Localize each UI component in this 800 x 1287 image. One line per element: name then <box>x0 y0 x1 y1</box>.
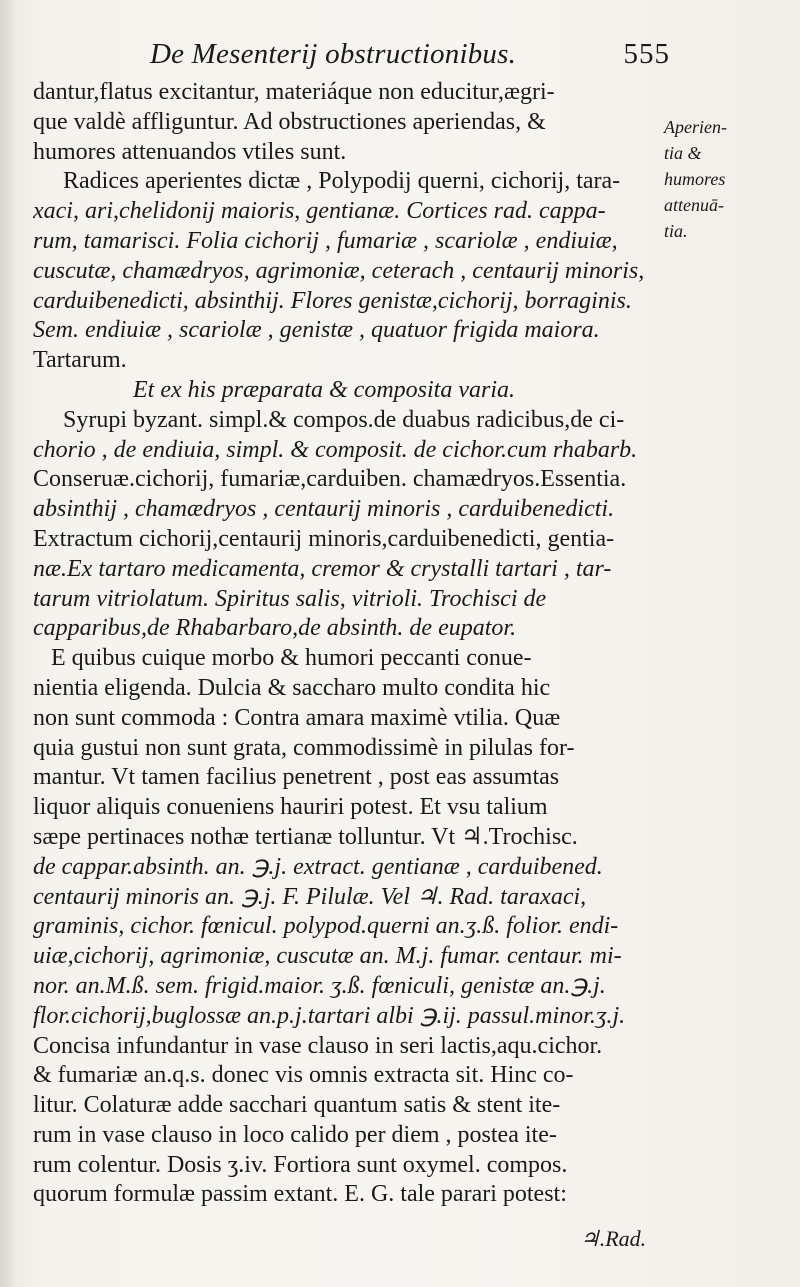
text-line: litur. Colaturæ adde sacchari quantum satis & stent ite- <box>33 1092 561 1119</box>
margin-note <box>664 114 794 244</box>
text-line: Radices aperientes dictæ , Polypodij querni, cichorij, tara- <box>63 168 621 195</box>
text-line: sæpe pertinaces nothæ tertianæ tolluntur. Vt ♃.Trochisc. <box>33 823 578 850</box>
text-line: absinthij , chamædryos , centaurij minoris , carduibenedicti. <box>33 496 615 523</box>
text-line: Et ex his præparata & composita varia. <box>133 376 515 403</box>
text-line: nientia eligenda. Dulcia & saccharo multo condita hic <box>33 674 551 701</box>
margin-note-line: attenuā- <box>664 195 724 215</box>
text-line: de cappar.absinth. an. ℈.j. extract. gentianæ , carduibened. <box>33 853 603 880</box>
margin-note-line: Aperien- <box>664 117 727 137</box>
margin-note-line: humores <box>664 169 726 189</box>
margin-note-line: tia & <box>664 143 702 163</box>
text-line: Syrupi byzant. simpl.& compos.de duabus radicibus,de ci- <box>63 406 625 433</box>
text-line: Tartarum. <box>33 347 127 374</box>
text-line: Conseruæ.cichorij, fumariæ,carduiben. chamædryos.Essentia. <box>33 466 627 493</box>
page-number: 555 <box>623 38 670 70</box>
text-line: næ.Ex tartaro medicamenta, cremor & crystalli tartari , tar- <box>33 555 612 582</box>
text-line: humores attenuandos vtiles sunt. <box>33 138 347 165</box>
text-line: uiæ,cichorij, agrimoniæ, cuscutæ an. M.j. fumar. centaur. mi- <box>33 943 622 970</box>
text-line: quorum formulæ passim extant. E. G. tale parari potest: <box>33 1181 567 1208</box>
text-line: xaci, ari,chelidonij maioris, gentianæ. Cortices rad. cappa- <box>33 198 606 225</box>
text-line: Concisa infundantur in vase clauso in seri lactis,aqu.cichor. <box>33 1032 603 1059</box>
text-line: carduibenedicti, absinthij. Flores genistæ,cichorij, borraginis. <box>33 287 632 314</box>
text-line: Extractum cichorij,centaurij minoris,carduibenedicti, gentia- <box>33 525 615 552</box>
text-line: tarum vitriolatum. Spiritus salis, vitrioli. Trochisci de <box>33 585 547 612</box>
catchword: ♃.Rad. <box>580 1226 647 1251</box>
text-line: que valdè affliguntur. Ad obstructiones aperiendas, & <box>33 108 546 135</box>
text-line: graminis, cichor. fœnicul. polypod.querni an.ʒ.ß. folior. endi- <box>33 913 619 940</box>
text-line: rum colentur. Dosis ʒ.iv. Fortiora sunt oxymel. compos. <box>33 1151 568 1178</box>
margin-note-line: tia. <box>664 221 688 241</box>
running-header <box>150 38 670 78</box>
text-line: & fumariæ an.q.s. donec vis omnis extracta sit. Hinc co- <box>33 1062 574 1089</box>
text-line: cuscutæ, chamædryos, agrimoniæ, ceterach , centaurij minoris, <box>33 257 645 284</box>
text-line: capparibus,de Rhabarbaro,de absinth. de eupator. <box>33 615 517 642</box>
text-line: rum in vase clauso in loco calido per diem , postea ite- <box>33 1121 557 1148</box>
running-title: De Mesenterij obstructionibus. <box>150 38 517 70</box>
text-line: E quibus cuique morbo & humori peccanti conue- <box>51 645 532 672</box>
text-line: dantur,flatus excitantur, materiáque non educitur,ægri- <box>33 79 555 105</box>
text-line: quia gustui non sunt grata, commodissimè in pilulas for- <box>33 734 575 761</box>
page-gutter-shadow <box>0 0 16 1287</box>
text-line: mantur. Vt tamen facilius penetrent , post eas assumtas <box>33 764 560 791</box>
text-line: centaurij minoris an. ℈.j. F. Pilulæ. Vel ♃. Rad. taraxaci, <box>33 883 587 910</box>
text-line: rum, tamarisci. Folia cichorij , fumariæ , scariolæ , endiuiæ, <box>33 227 618 254</box>
text-line: flor.cichorij,buglossæ an.p.j.tartari albi ℈.ij. passul.minor.ʒ.j. <box>33 1002 626 1029</box>
text-line: liquor aliquis conueniens hauriri potest. Et vsu talium <box>33 794 548 821</box>
text-line: non sunt commoda : Contra amara maximè vtilia. Quæ <box>33 704 561 731</box>
text-line: chorio , de endiuia, simpl. & composit. de cichor.cum rhabarb. <box>33 436 638 463</box>
text-line: Sem. endiuiæ , scariolæ , genistæ , quatuor frigida maiora. <box>33 317 600 344</box>
text-line: nor. an.M.ß. sem. frigid.maior. ʒ.ß. fœniculi, genistæ an.℈.j. <box>33 972 606 999</box>
body-text <box>33 78 661 1210</box>
